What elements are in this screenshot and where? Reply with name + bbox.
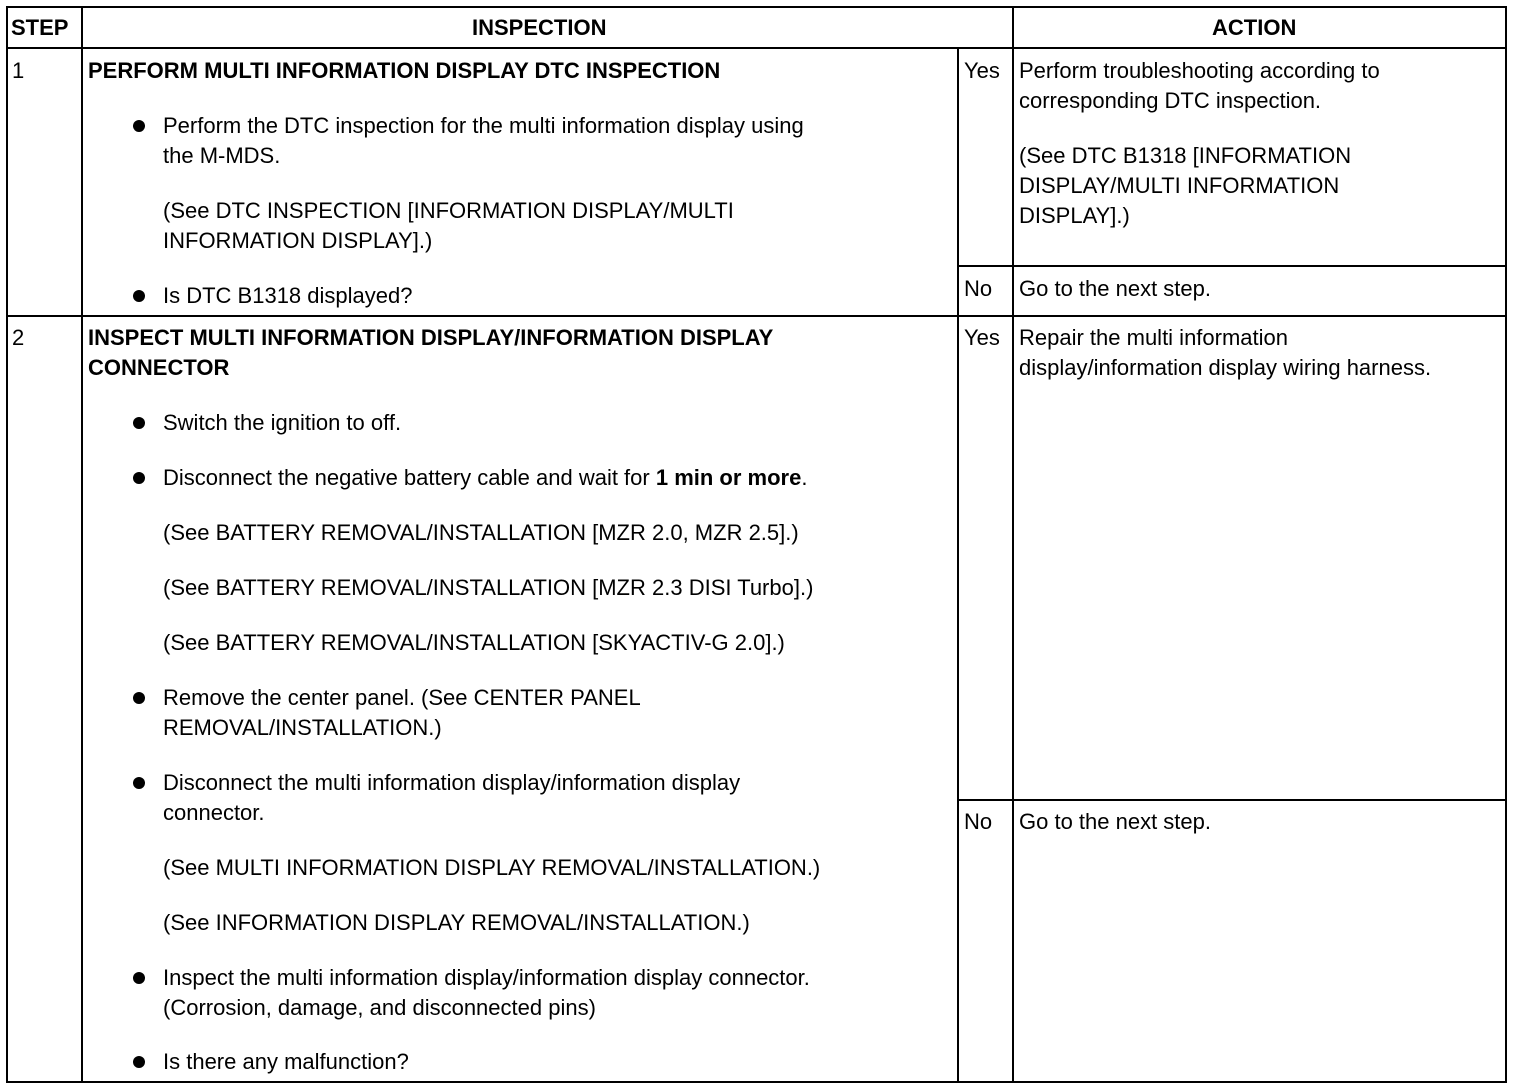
bullet-icon — [133, 777, 145, 789]
question-text: Is there any malfunction? — [163, 1049, 409, 1074]
reference-text: (See BATTERY REMOVAL/INSTALLATION [MZR 2.0, MZR 2.5].) — [163, 520, 799, 545]
answer-yes: Yes — [964, 58, 1000, 83]
step-title: INSPECT MULTI INFORMATION DISPLAY/INFORMATION DISPLAY — [88, 325, 774, 350]
bullet-icon — [133, 290, 145, 302]
instruction-text: Disconnect the multi information display/information display — [163, 770, 741, 795]
instruction-emphasis: 1 min or more — [655, 465, 802, 490]
step-title: CONNECTOR — [88, 355, 230, 380]
action-text: Go to the next step. — [1019, 276, 1212, 301]
header-step: STEP — [11, 15, 69, 40]
instruction-text: REMOVAL/INSTALLATION.) — [163, 715, 442, 740]
bullet-icon — [133, 417, 145, 429]
reference-text: (See INFORMATION DISPLAY REMOVAL/INSTALLATION.) — [163, 910, 750, 935]
answer-no: No — [964, 276, 993, 301]
header-action: ACTION — [1212, 15, 1297, 40]
instruction-text: Inspect the multi information display/information display connector. — [163, 965, 810, 990]
bullet-icon — [133, 692, 145, 704]
bullet-icon — [133, 972, 145, 984]
header-divider — [7, 47, 1506, 49]
header-inspection: INSPECTION — [472, 15, 607, 40]
reference-text: (See DTC INSPECTION [INFORMATION DISPLAY/MULTI — [163, 198, 734, 223]
action-reference: DISPLAY/MULTI INFORMATION — [1019, 173, 1340, 198]
instruction-text: (Corrosion, damage, and disconnected pins) — [163, 995, 596, 1020]
question-text: Is DTC B1318 displayed? — [163, 283, 413, 308]
step1-yes-no-divider — [958, 265, 1506, 267]
bullet-icon — [133, 472, 145, 484]
action-text: corresponding DTC inspection. — [1019, 88, 1322, 113]
reference-text: INFORMATION DISPLAY].) — [163, 228, 433, 253]
reference-text: (See MULTI INFORMATION DISPLAY REMOVAL/INSTALLATION.) — [163, 855, 821, 880]
step-column-divider — [81, 7, 83, 1082]
instruction-text: Remove the center panel. (See CENTER PANEL — [163, 685, 641, 710]
action-reference: (See DTC B1318 [INFORMATION — [1019, 143, 1352, 168]
action-reference: DISPLAY].) — [1019, 203, 1130, 228]
instruction-text: connector. — [163, 800, 265, 825]
step-title: PERFORM MULTI INFORMATION DISPLAY DTC INSPECTION — [88, 58, 721, 83]
action-text: display/information display wiring harness. — [1019, 355, 1432, 380]
answer-column-divider — [957, 48, 959, 1082]
instruction-text-part: . — [801, 465, 808, 490]
reference-text: (See BATTERY REMOVAL/INSTALLATION [MZR 2.3 DISI Turbo].) — [163, 575, 814, 600]
answer-no: No — [964, 809, 993, 834]
instruction-text: Switch the ignition to off. — [163, 410, 402, 435]
step2-yes-no-divider — [958, 799, 1506, 801]
reference-text: (See BATTERY REMOVAL/INSTALLATION [SKYACTIV-G 2.0].) — [163, 630, 785, 655]
bullet-icon — [133, 1056, 145, 1068]
action-text: Perform troubleshooting according to — [1019, 58, 1380, 83]
action-text: Go to the next step. — [1019, 809, 1212, 834]
step-number: 1 — [12, 58, 25, 83]
action-column-divider — [1012, 7, 1014, 1082]
step-number: 2 — [12, 325, 25, 350]
instruction-text-part: Disconnect the negative battery cable and wait for — [163, 465, 656, 490]
instruction-text: the M-MDS. — [163, 143, 281, 168]
step-row-divider — [7, 315, 1506, 317]
action-text: Repair the multi information — [1019, 325, 1289, 350]
instruction-text: Perform the DTC inspection for the multi information display using — [163, 113, 804, 138]
answer-yes: Yes — [964, 325, 1000, 350]
instruction-text — [163, 463, 807, 493]
bullet-icon — [133, 120, 145, 132]
